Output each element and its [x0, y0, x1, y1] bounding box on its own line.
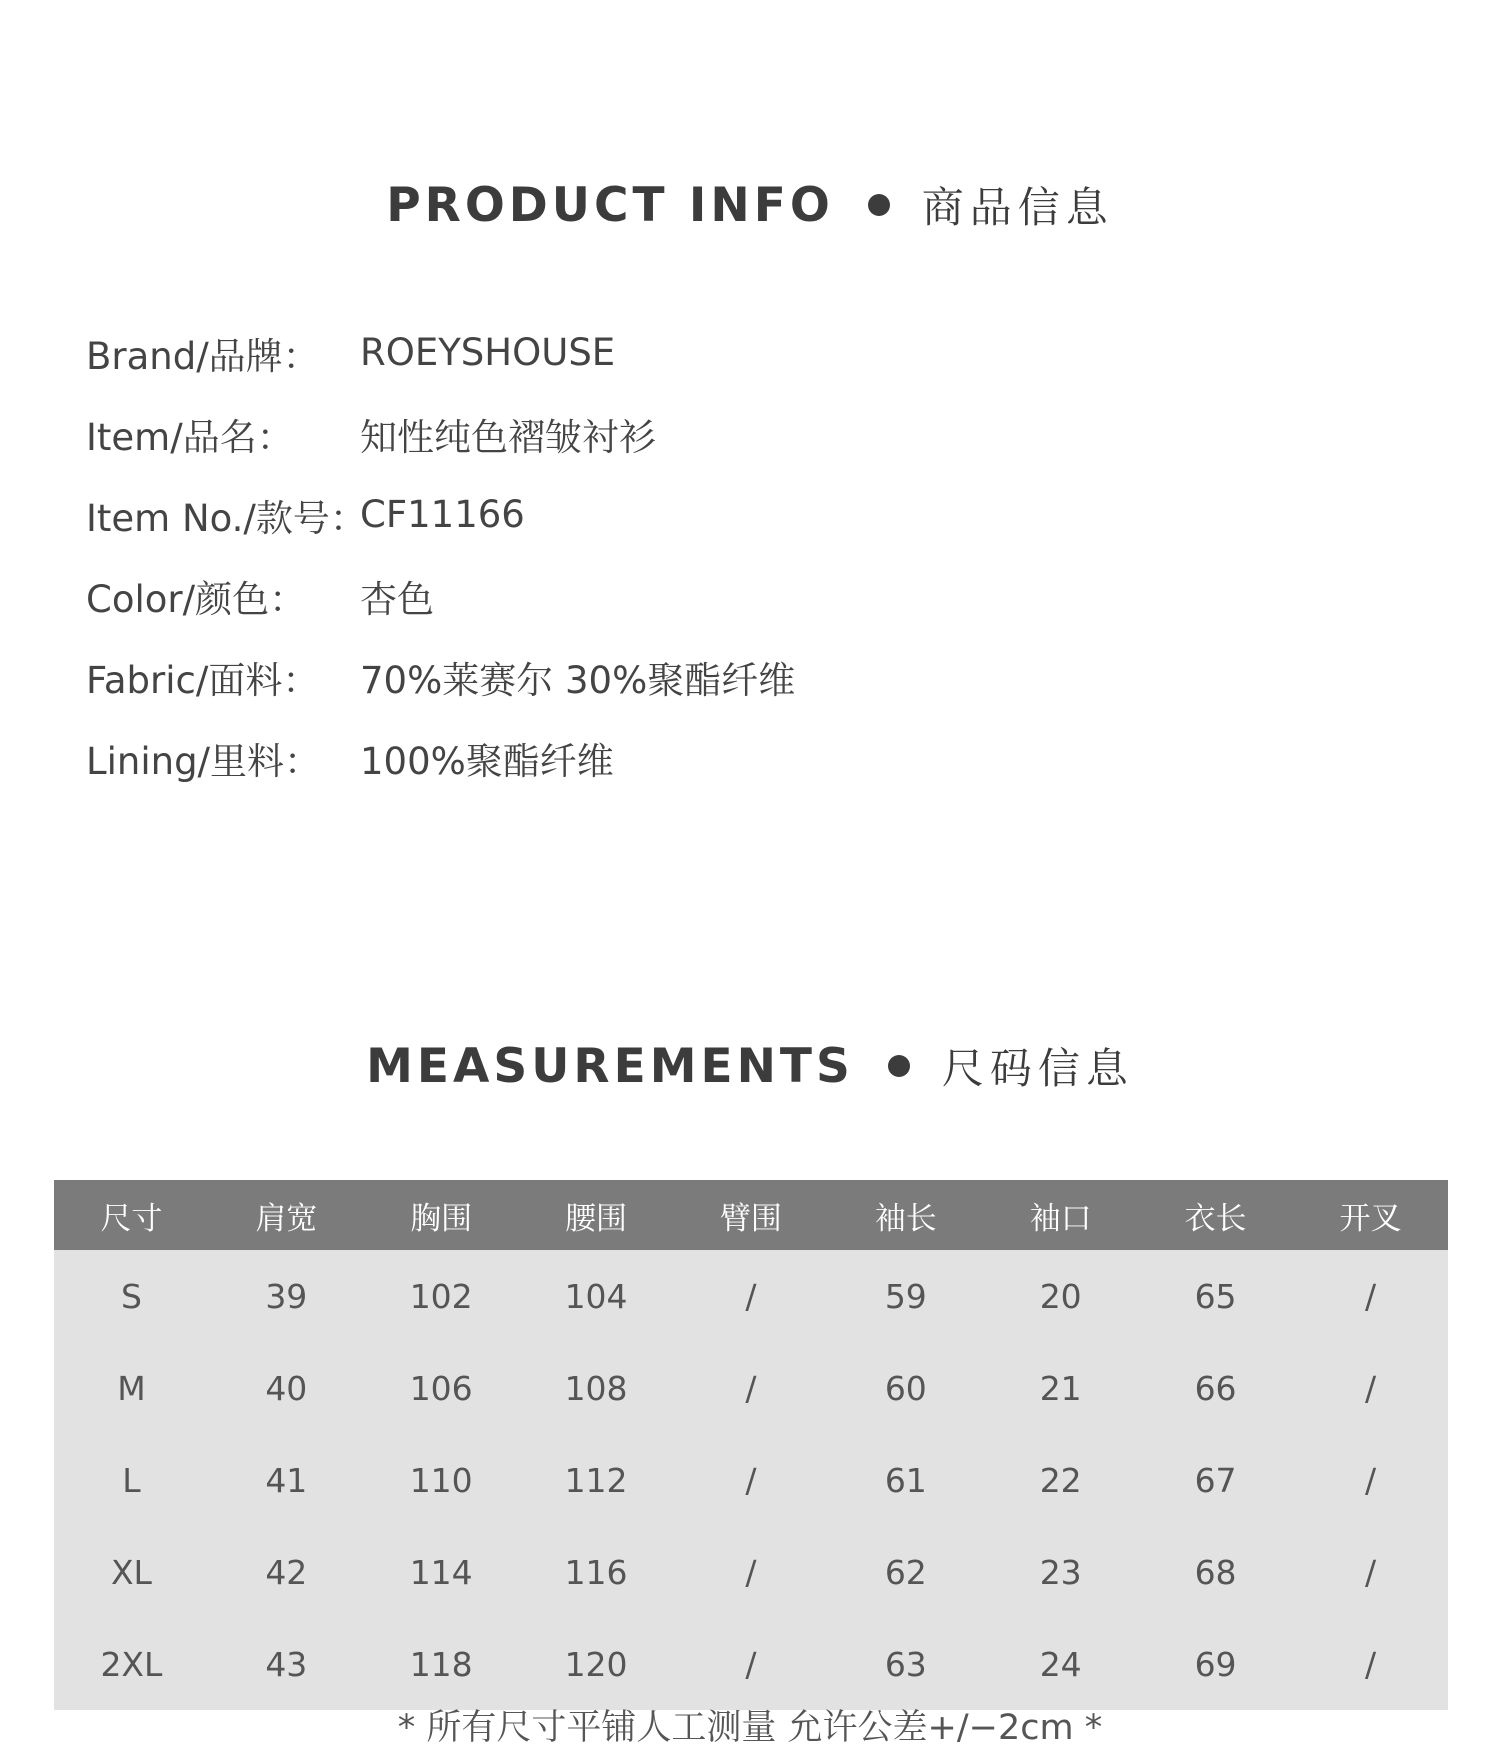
table-cell: 2XL	[100, 1644, 163, 1684]
table-cell: 106	[409, 1368, 473, 1408]
table-cell: /	[1364, 1368, 1377, 1408]
table-cell: 116	[564, 1552, 628, 1592]
table-cell: 69	[1194, 1644, 1237, 1684]
info-value: ROEYSHOUSE	[360, 331, 616, 374]
table-cell: /	[745, 1276, 757, 1316]
table-cell: 23	[1039, 1552, 1082, 1592]
table-cell: 68	[1194, 1552, 1237, 1592]
table-cell: 21	[1039, 1368, 1082, 1408]
info-row-brand	[86, 312, 795, 393]
table-cell: 114	[409, 1552, 473, 1592]
info-row-item	[86, 393, 795, 474]
table-cell: /	[1364, 1460, 1377, 1500]
table-cell: 40	[265, 1368, 308, 1408]
measurements-title	[0, 1036, 1500, 1096]
measurements-title-cn: 尺码信息	[941, 1044, 1134, 1093]
table-row	[54, 1526, 1448, 1618]
bullet-dot-icon	[888, 1055, 910, 1077]
table-cell: 67	[1194, 1460, 1237, 1500]
header-cell: 袖口	[1029, 1200, 1092, 1237]
table-header-row	[54, 1180, 1448, 1250]
info-value: CF11166	[360, 493, 525, 536]
info-row-item-no	[86, 474, 795, 555]
table-cell: /	[745, 1368, 757, 1408]
table-cell: 59	[884, 1276, 927, 1316]
info-value: 杏色	[360, 577, 434, 621]
table-cell: 112	[564, 1460, 628, 1500]
table-cell: 66	[1194, 1368, 1237, 1408]
product-info-list	[86, 312, 795, 798]
table-cell: 102	[409, 1276, 473, 1316]
table-cell: 39	[265, 1276, 308, 1316]
info-label: Brand/品牌：	[86, 334, 320, 378]
size-table	[54, 1180, 1448, 1710]
table-cell: 110	[409, 1460, 473, 1500]
table-cell: 108	[564, 1368, 628, 1408]
bullet-dot-icon	[868, 194, 890, 216]
table-cell: 20	[1039, 1276, 1082, 1316]
table-cell: 120	[564, 1644, 628, 1684]
table-cell: 62	[884, 1552, 927, 1592]
info-label: Fabric/面料：	[86, 658, 320, 702]
product-info-title-cn: 商品信息	[921, 183, 1114, 232]
product-info-title-en: PRODUCT INFO	[386, 177, 834, 233]
header-cell: 尺寸	[100, 1200, 163, 1237]
table-cell: /	[745, 1644, 757, 1684]
table-cell: 63	[884, 1644, 927, 1684]
table-cell: 24	[1039, 1644, 1082, 1684]
info-label: Item/品名：	[86, 415, 294, 459]
table-cell: 43	[265, 1644, 308, 1684]
table-cell: /	[1364, 1276, 1377, 1316]
header-cell: 袖长	[874, 1200, 937, 1237]
info-value: 70%莱赛尔 30%聚酯纤维	[360, 658, 796, 702]
table-cell: 22	[1039, 1460, 1082, 1500]
product-info-title	[0, 175, 1500, 235]
table-row	[54, 1342, 1448, 1434]
table-cell: /	[745, 1460, 757, 1500]
table-cell: /	[1364, 1552, 1377, 1592]
info-label: Color/颜色：	[86, 577, 307, 621]
header-cell: 开叉	[1339, 1200, 1402, 1237]
info-row-fabric	[86, 636, 795, 717]
table-cell: 104	[564, 1276, 628, 1316]
info-label: Lining/里料：	[86, 739, 322, 783]
header-cell: 胸围	[410, 1200, 473, 1237]
table-cell: S	[120, 1276, 142, 1316]
measurements-title-en: MEASUREMENTS	[366, 1038, 854, 1094]
info-row-lining	[86, 717, 795, 798]
table-cell: 118	[409, 1644, 473, 1684]
table-row	[54, 1250, 1448, 1342]
table-cell: 41	[265, 1460, 308, 1500]
header-cell: 衣长	[1184, 1200, 1247, 1237]
table-cell: L	[122, 1460, 141, 1500]
header-cell: 腰围	[565, 1200, 628, 1237]
table-cell: /	[1364, 1644, 1377, 1684]
info-label: Item No./款号：	[86, 496, 367, 540]
table-cell: 42	[265, 1552, 308, 1592]
table-cell: 60	[884, 1368, 927, 1408]
table-cell: XL	[110, 1552, 152, 1592]
header-cell: 臂围	[719, 1200, 782, 1237]
table-row	[54, 1618, 1448, 1710]
info-row-color	[86, 555, 795, 636]
info-value: 100%聚酯纤维	[360, 739, 614, 783]
table-cell: /	[745, 1552, 757, 1592]
table-row	[54, 1434, 1448, 1526]
measurement-note: * 所有尺寸平铺人工测量 允许公差+/−2cm *	[397, 1708, 1103, 1748]
table-cell: 61	[884, 1460, 927, 1500]
header-cell: 肩宽	[255, 1200, 318, 1237]
table-cell: M	[117, 1368, 146, 1408]
info-value: 知性纯色褶皱衬衫	[360, 415, 656, 459]
table-cell: 65	[1194, 1276, 1237, 1316]
